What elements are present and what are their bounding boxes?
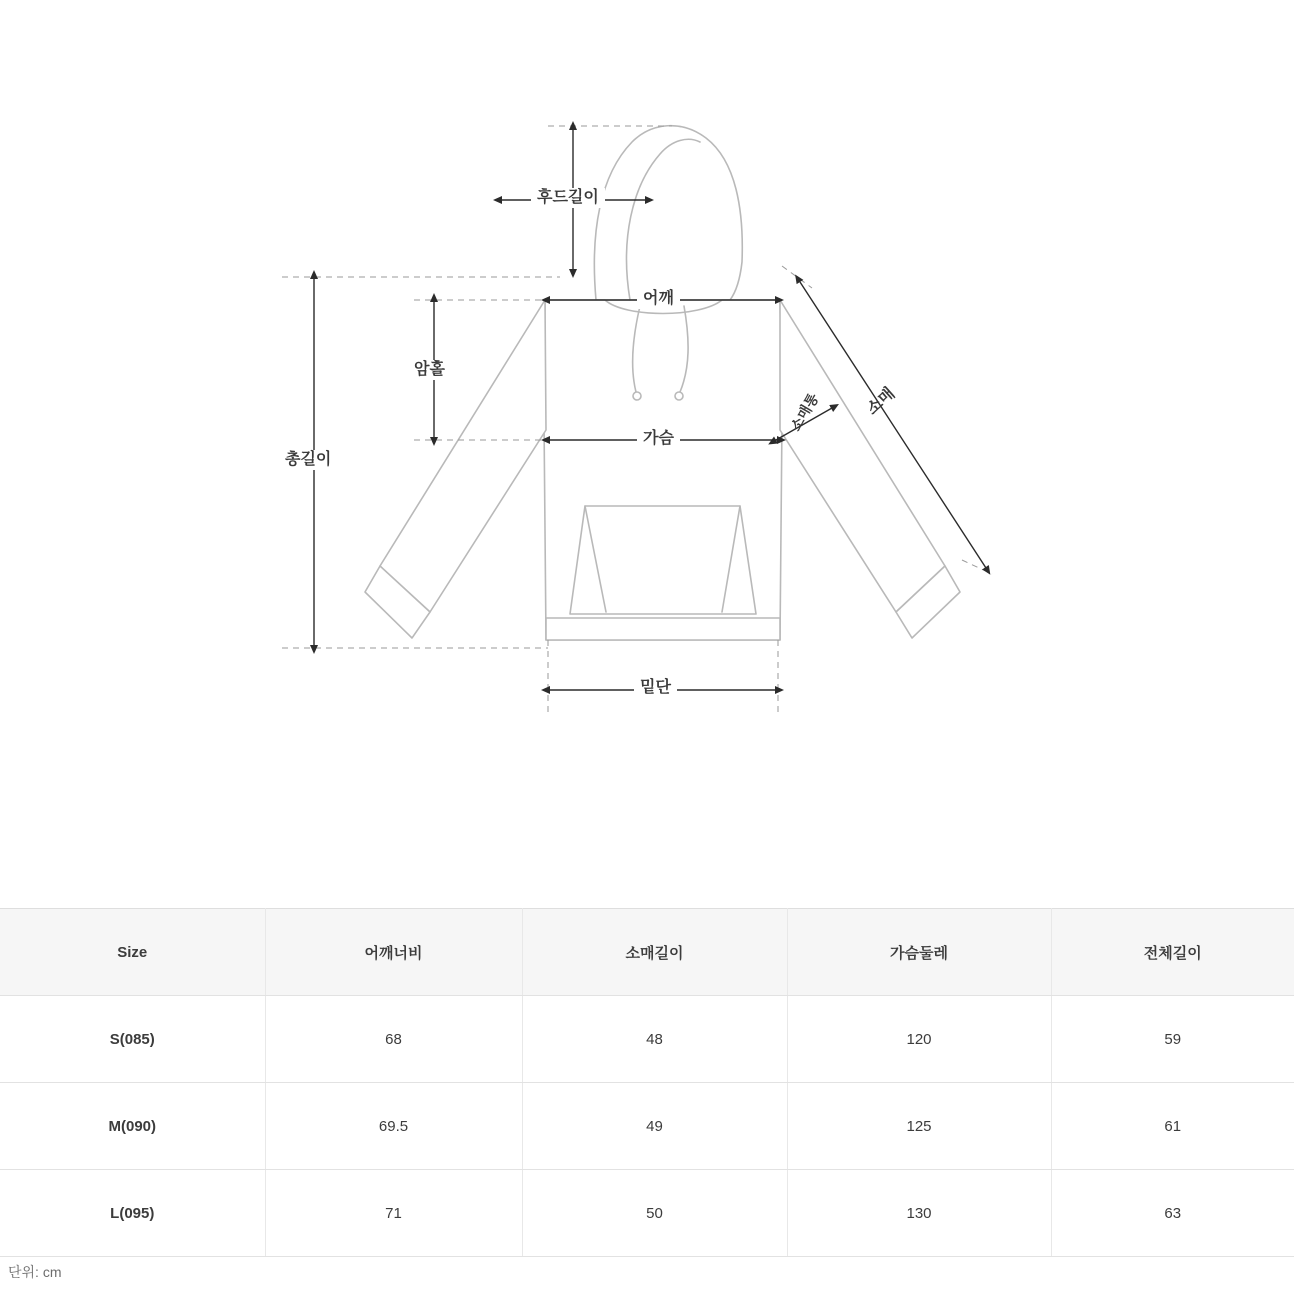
table-header-cell: 소매길이 bbox=[522, 909, 787, 996]
table-cell-sleeve: 49 bbox=[522, 1083, 787, 1170]
size-table bbox=[0, 908, 1294, 1257]
size-table-container bbox=[0, 908, 1294, 1257]
table-cell-length: 59 bbox=[1051, 996, 1294, 1083]
table-cell-chest: 130 bbox=[787, 1170, 1051, 1257]
table-row bbox=[0, 996, 1294, 1083]
table-cell-length: 61 bbox=[1051, 1083, 1294, 1170]
label-sleeve: 소매 bbox=[863, 384, 899, 419]
table-header-cell: 전체길이 bbox=[1051, 909, 1294, 996]
table-row bbox=[0, 1083, 1294, 1170]
label-hood-length: 후드길이 bbox=[531, 188, 605, 208]
table-cell-size: M(090) bbox=[0, 1083, 265, 1170]
label-shoulder: 어깨 bbox=[637, 289, 680, 309]
label-sleeve-width: 소매통 bbox=[787, 390, 822, 434]
table-cell-length: 63 bbox=[1051, 1170, 1294, 1257]
table-cell-size: S(085) bbox=[0, 996, 265, 1083]
table-cell-sleeve: 50 bbox=[522, 1170, 787, 1257]
unit-note: 단위: cm bbox=[8, 1264, 62, 1280]
table-header-row bbox=[0, 909, 1294, 996]
table-header-cell: 어깨너비 bbox=[265, 909, 522, 996]
table-cell-sleeve: 48 bbox=[522, 996, 787, 1083]
label-total-length: 총길이 bbox=[279, 450, 337, 470]
garment-outline bbox=[365, 126, 960, 640]
label-armhole: 암홀 bbox=[408, 360, 451, 380]
table-row bbox=[0, 1170, 1294, 1257]
label-chest: 가슴 bbox=[637, 429, 680, 449]
table-header-cell: Size bbox=[0, 909, 265, 996]
table-cell-shoulder: 68 bbox=[265, 996, 522, 1083]
table-cell-shoulder: 71 bbox=[265, 1170, 522, 1257]
label-hem: 밑단 bbox=[634, 678, 677, 698]
table-cell-shoulder: 69.5 bbox=[265, 1083, 522, 1170]
table-cell-chest: 120 bbox=[787, 996, 1051, 1083]
table-header-cell: 가슴둘레 bbox=[787, 909, 1051, 996]
table-cell-size: L(095) bbox=[0, 1170, 265, 1257]
table-cell-chest: 125 bbox=[787, 1083, 1051, 1170]
